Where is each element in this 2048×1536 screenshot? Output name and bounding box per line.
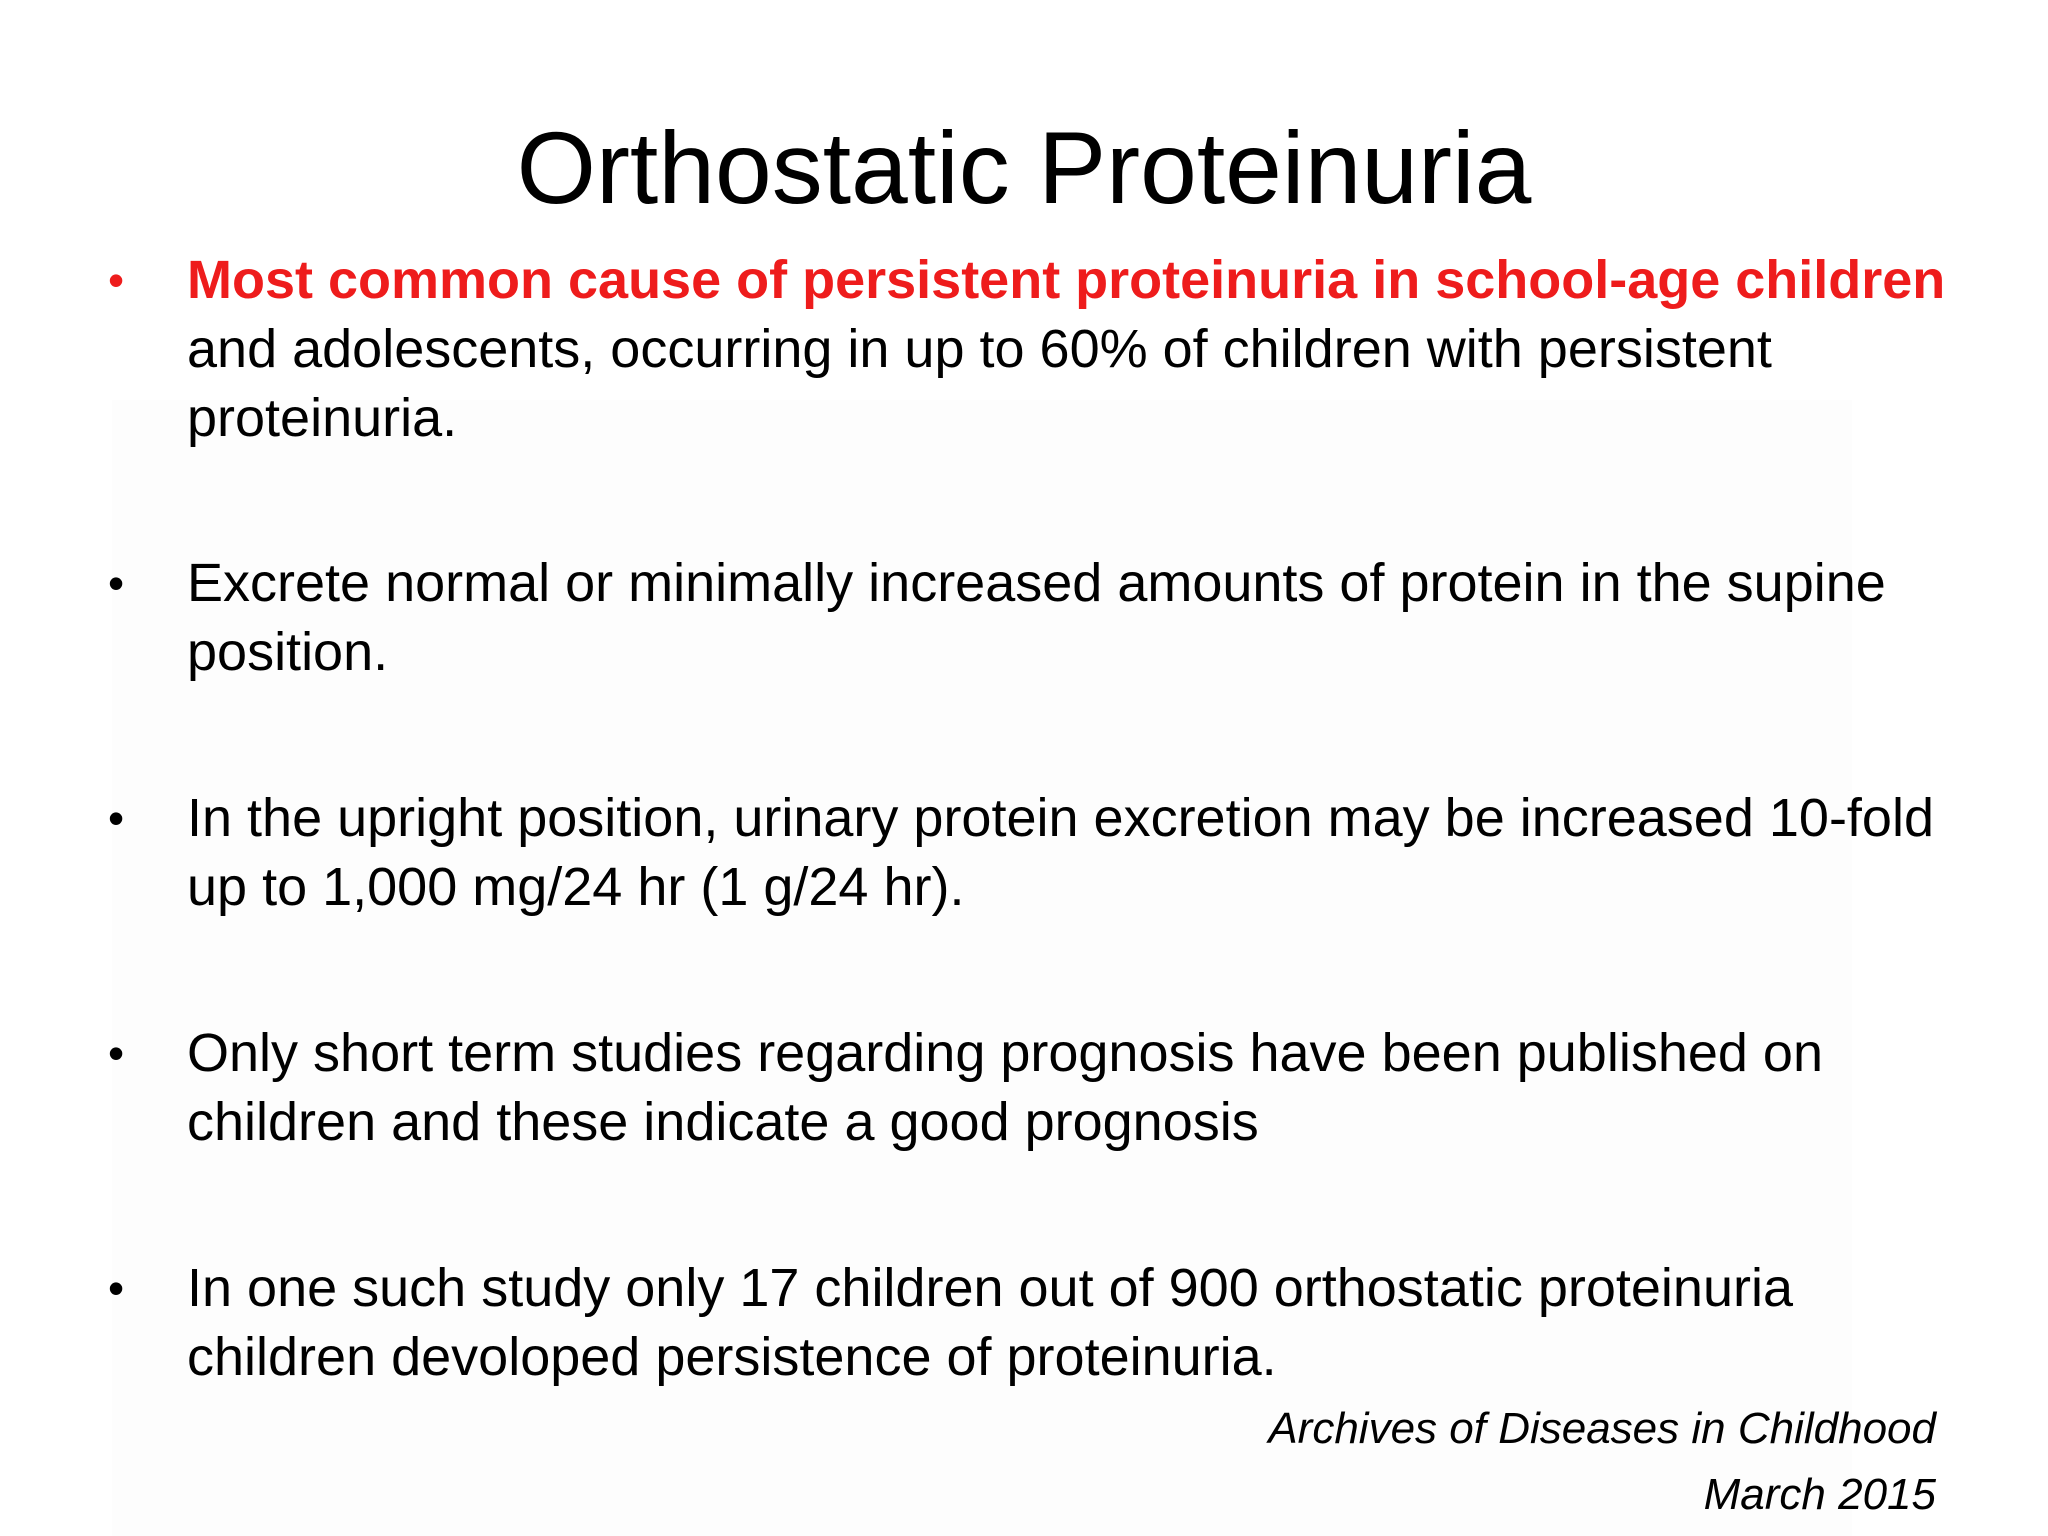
bullet-dot-icon: •: [108, 557, 125, 609]
bullet-dot-icon: •: [108, 792, 125, 844]
citation-date: March 2015: [1703, 1470, 1936, 1519]
bullet-item: [108, 784, 1958, 922]
bullet-text: In one such study only 17 children out of 900 orthostatic proteinuria children devoloped persistence of proteinuria.: [187, 1258, 1793, 1387]
bullet-item: [108, 1254, 1958, 1392]
bullet-item: [108, 549, 1958, 687]
bullet-text: [187, 246, 1958, 453]
bullet-item: [108, 1019, 1958, 1157]
slide-title: Orthostatic Proteinuria: [516, 111, 1532, 225]
bullet-dot-icon: •: [108, 1262, 125, 1314]
bullet-dot-icon: •: [108, 1027, 125, 1079]
bullet-emphasis: Most common cause of persistent proteinuria in school-age children: [187, 250, 1946, 310]
bullet-item: [108, 246, 1958, 453]
bullet-text: Excrete normal or minimally increased amounts of protein in the supine position.: [187, 553, 1886, 682]
bullet-body: and adolescents, occurring in up to 60% of children with persistent proteinuria.: [187, 319, 1772, 448]
bullet-text: Only short term studies regarding prognosis have been published on children and these indicate a good prognosis: [187, 1023, 1823, 1152]
citation-source: Archives of Diseases in Childhood: [1268, 1404, 1936, 1453]
bullet-text: In the upright position, urinary protein excretion may be increased 10-fold up to 1,000 mg/24 hr (1 g/24 hr).: [187, 788, 1934, 917]
bullet-dot-icon: •: [108, 254, 125, 306]
